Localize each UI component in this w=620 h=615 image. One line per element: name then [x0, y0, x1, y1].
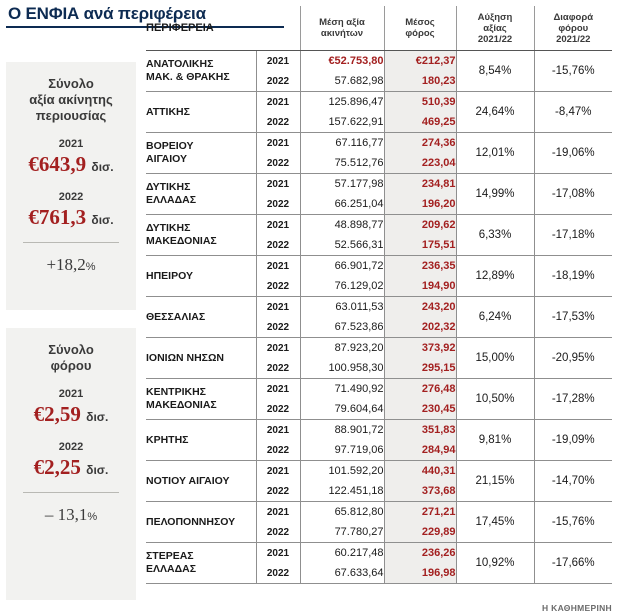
col-header-tax-difference-l3: 2021/22	[556, 33, 591, 45]
mean-tax-cell: 295,15	[384, 358, 456, 379]
region-name-line1: ΚΕΝΤΡΙΚΗΣ	[146, 386, 206, 398]
region-name-line2: ΕΛΛΑΔΑΣ	[146, 563, 197, 575]
mean-value-cell: 100.958,30	[300, 358, 384, 379]
year-cell: 2021	[256, 92, 300, 113]
card-a-value-2022	[6, 205, 136, 230]
year-cell: 2022	[256, 522, 300, 543]
card-b-value-2022-number: €2,25	[33, 455, 81, 479]
tax-difference-cell: -17,08%	[534, 174, 612, 215]
value-increase-cell: 12,01%	[456, 133, 534, 174]
card-b-delta-number: – 13,1	[44, 505, 88, 524]
year-cell: 2021	[256, 256, 300, 277]
card-b-value-2022	[6, 455, 136, 480]
mean-value-cell: 97.719,06	[300, 440, 384, 461]
card-a-heading-line1: Σύνολο	[48, 76, 94, 91]
value-increase-cell: 8,54%	[456, 51, 534, 92]
card-b-year-2021: 2021	[58, 388, 84, 400]
col-header-mean-value-l1: Μέση αξία	[319, 17, 365, 28]
col-header-value-increase-l3: 2021/22	[477, 33, 513, 45]
mean-tax-cell: 196,98	[384, 563, 456, 584]
mean-value-cell: 88.901,72	[300, 420, 384, 441]
mean-value-cell: 57.177,98	[300, 174, 384, 195]
year-cell: 2021	[256, 502, 300, 523]
card-b-heading-line2: φόρου	[50, 358, 92, 373]
card-b-heading-line1: Σύνολο	[48, 342, 94, 357]
mean-value-cell: €52.753,80	[300, 51, 384, 72]
value-increase-cell: 14,99%	[456, 174, 534, 215]
year-cell: 2022	[256, 276, 300, 297]
mean-value-cell: 157.622,91	[300, 112, 384, 133]
mean-tax-cell: 229,89	[384, 522, 456, 543]
col-header-mean-value-l2: ακινήτων	[320, 28, 364, 39]
mean-value-cell: 57.682,98	[300, 71, 384, 92]
tax-difference-cell: -17,18%	[534, 215, 612, 256]
mean-value-cell: 71.490,92	[300, 379, 384, 400]
year-cell: 2021	[256, 297, 300, 318]
value-increase-cell: 10,50%	[456, 379, 534, 420]
year-cell: 2022	[256, 481, 300, 502]
table-header-row	[146, 6, 612, 51]
mean-tax-cell: 284,94	[384, 440, 456, 461]
mean-value-cell: 122.451,18	[300, 481, 384, 502]
mean-tax-cell: 196,20	[384, 194, 456, 215]
year-cell: 2021	[256, 51, 300, 72]
card-a-value-2022-number: €761,3	[28, 205, 87, 229]
mean-value-cell: 87.923,20	[300, 338, 384, 359]
region-name-cell	[146, 51, 256, 92]
mean-value-cell: 63.011,53	[300, 297, 384, 318]
mean-value-cell: 125.896,47	[300, 92, 384, 113]
card-b-value-2022-unit: δισ.	[86, 463, 109, 477]
region-name-cell	[146, 338, 256, 379]
mean-tax-cell: 373,92	[384, 338, 456, 359]
page-title: Ο ΕΝΦΙΑ ανά περιφέρεια	[8, 4, 206, 23]
region-name-line1: ΚΡΗΤΗΣ	[146, 433, 189, 446]
region-name-line2: ΜΑΚΕΔΟΝΙΑΣ	[146, 235, 217, 247]
enfia-table-wrapper	[146, 6, 612, 584]
mean-tax-cell: 276,48	[384, 379, 456, 400]
card-b-divider	[23, 492, 119, 493]
card-a-value-2021	[6, 152, 136, 177]
region-name-line2: ΜΑΚ. & ΘΡΑΚΗΣ	[146, 71, 230, 83]
col-header-tax-difference-l2: φόρου	[558, 22, 589, 34]
mean-tax-cell: 230,45	[384, 399, 456, 420]
col-header-value-increase	[456, 6, 534, 51]
card-a-delta-number: +18,2	[46, 255, 86, 274]
tax-difference-cell: -19,06%	[534, 133, 612, 174]
card-a-delta	[6, 255, 136, 275]
region-name-line1: ΔΥΤΙΚΗΣ	[146, 181, 191, 193]
region-name-cell	[146, 256, 256, 297]
year-cell: 2022	[256, 317, 300, 338]
card-b-heading	[6, 328, 136, 374]
tax-difference-cell: -8,47%	[534, 92, 612, 133]
mean-value-cell: 52.566,31	[300, 235, 384, 256]
mean-tax-cell: 209,62	[384, 215, 456, 236]
region-name-line1: ΔΥΤΙΚΗΣ	[146, 222, 191, 234]
publisher-credit: Η ΚΑΘΗΜΕΡΙΝΗ	[542, 603, 612, 613]
mean-tax-cell: 175,51	[384, 235, 456, 256]
region-name-cell	[146, 297, 256, 338]
value-increase-cell: 9,81%	[456, 420, 534, 461]
region-name-line1: ΗΠΕΙΡΟΥ	[146, 269, 193, 282]
card-a-heading-line2: αξία ακίνητης	[29, 92, 113, 107]
value-increase-cell: 15,00%	[456, 338, 534, 379]
card-a-value-2021-number: €643,9	[28, 152, 87, 176]
region-name-cell	[146, 420, 256, 461]
card-a-delta-percent-sign: %	[85, 261, 96, 273]
value-increase-cell: 6,33%	[456, 215, 534, 256]
tax-difference-cell: -19,09%	[534, 420, 612, 461]
mean-value-cell: 75.512,76	[300, 153, 384, 174]
year-cell: 2022	[256, 235, 300, 256]
year-cell: 2021	[256, 174, 300, 195]
region-name-cell	[146, 133, 256, 174]
mean-tax-cell: 202,32	[384, 317, 456, 338]
table-row	[146, 379, 612, 400]
card-a-divider	[23, 242, 119, 243]
card-b-value-2021	[6, 402, 136, 427]
mean-value-cell: 67.116,77	[300, 133, 384, 154]
mean-value-cell: 65.812,80	[300, 502, 384, 523]
tax-difference-cell: -15,76%	[534, 51, 612, 92]
mean-value-cell: 79.604,64	[300, 399, 384, 420]
year-cell: 2022	[256, 194, 300, 215]
mean-value-cell: 77.780,27	[300, 522, 384, 543]
mean-tax-cell: 236,35	[384, 256, 456, 277]
table-row	[146, 461, 612, 482]
value-increase-cell: 6,24%	[456, 297, 534, 338]
region-name-cell	[146, 461, 256, 502]
col-header-tax-difference-l1: Διαφορά	[553, 11, 594, 23]
table-body	[146, 51, 612, 584]
col-header-region: ΠΕΡΙΦΕΡΕΙΑ	[146, 6, 300, 51]
mean-value-cell: 66.251,04	[300, 194, 384, 215]
region-name-cell	[146, 379, 256, 420]
year-cell: 2022	[256, 563, 300, 584]
year-cell: 2021	[256, 215, 300, 236]
mean-value-cell: 101.592,20	[300, 461, 384, 482]
mean-tax-cell: 510,39	[384, 92, 456, 113]
table-row	[146, 256, 612, 277]
mean-value-cell: 67.523,86	[300, 317, 384, 338]
year-cell: 2022	[256, 71, 300, 92]
year-cell: 2021	[256, 543, 300, 564]
table-row	[146, 543, 612, 564]
col-header-value-increase-l1: Αύξηση	[477, 11, 513, 23]
table-row	[146, 92, 612, 113]
region-name-cell	[146, 174, 256, 215]
mean-value-cell: 76.129,02	[300, 276, 384, 297]
year-cell: 2022	[256, 440, 300, 461]
mean-value-cell: 60.217,48	[300, 543, 384, 564]
mean-tax-cell: 243,20	[384, 297, 456, 318]
table-row	[146, 297, 612, 318]
col-header-mean-value	[300, 6, 384, 51]
table-row	[146, 174, 612, 195]
tax-difference-cell: -20,95%	[534, 338, 612, 379]
card-a-value-2022-unit: δισ.	[91, 213, 114, 227]
tax-difference-cell: -14,70%	[534, 461, 612, 502]
mean-value-cell: 67.633,64	[300, 563, 384, 584]
region-name-cell	[146, 502, 256, 543]
table-row	[146, 502, 612, 523]
enfia-table	[146, 6, 612, 584]
value-increase-cell: 12,89%	[456, 256, 534, 297]
tax-difference-cell: -17,28%	[534, 379, 612, 420]
card-a-heading-line3: περιουσίας	[35, 108, 107, 123]
card-b-delta-percent-sign: %	[87, 511, 98, 523]
mean-tax-cell: 469,25	[384, 112, 456, 133]
mean-tax-cell: 373,68	[384, 481, 456, 502]
mean-tax-cell: 234,81	[384, 174, 456, 195]
value-increase-cell: 17,45%	[456, 502, 534, 543]
year-cell: 2022	[256, 358, 300, 379]
region-name-line2: ΜΑΚΕΔΟΝΙΑΣ	[146, 399, 217, 411]
col-header-mean-tax-l1: Μέσος	[405, 17, 435, 28]
value-increase-cell: 21,15%	[456, 461, 534, 502]
tax-difference-cell: -17,53%	[534, 297, 612, 338]
region-name-line1: ΘΕΣΣΑΛΙΑΣ	[146, 310, 206, 323]
mean-tax-cell: €212,37	[384, 51, 456, 72]
region-name-line1: ΑΤΤΙΚΗΣ	[146, 105, 190, 118]
tax-difference-cell: -15,76%	[534, 502, 612, 543]
region-name-line1: ΠΕΛΟΠΟΝΝΗΣΟΥ	[146, 515, 236, 528]
region-name-line1: ΙΟΝΙΩΝ ΝΗΣΩΝ	[146, 351, 224, 364]
tax-difference-cell: -18,19%	[534, 256, 612, 297]
region-name-cell	[146, 215, 256, 256]
region-name-cell	[146, 543, 256, 584]
mean-value-cell: 48.898,77	[300, 215, 384, 236]
region-name-line1: ΒΟΡΕΙΟΥ	[146, 140, 194, 152]
mean-value-cell: 66.901,72	[300, 256, 384, 277]
table-row	[146, 338, 612, 359]
mean-tax-cell: 440,31	[384, 461, 456, 482]
table-row	[146, 133, 612, 154]
year-cell: 2021	[256, 133, 300, 154]
col-header-mean-tax-l2: φόρος	[405, 28, 435, 39]
card-b-delta	[6, 505, 136, 525]
card-b-year-2022: 2022	[58, 441, 84, 453]
mean-tax-cell: 236,26	[384, 543, 456, 564]
region-name-line1: ΣΤΕΡΕΑΣ	[146, 550, 194, 562]
region-name-line2: ΕΛΛΑΔΑΣ	[146, 194, 197, 206]
card-a-heading	[6, 62, 136, 124]
table-row	[146, 420, 612, 441]
region-name-line1: ΝΟΤΙΟΥ ΑΙΓΑΙΟΥ	[146, 474, 230, 487]
col-header-tax-difference	[534, 6, 612, 51]
summary-card-total-tax	[6, 328, 136, 600]
card-a-value-2021-unit: δισ.	[91, 160, 114, 174]
value-increase-cell: 10,92%	[456, 543, 534, 584]
year-cell: 2021	[256, 379, 300, 400]
mean-tax-cell: 351,83	[384, 420, 456, 441]
table-row	[146, 51, 612, 72]
year-cell: 2022	[256, 112, 300, 133]
year-cell: 2022	[256, 153, 300, 174]
mean-tax-cell: 274,36	[384, 133, 456, 154]
year-cell: 2021	[256, 338, 300, 359]
col-header-value-increase-l2: αξίας	[483, 22, 507, 34]
region-name-line2: ΑΙΓΑΙΟΥ	[146, 153, 188, 165]
card-b-value-2021-number: €2,59	[33, 402, 81, 426]
tax-difference-cell: -17,66%	[534, 543, 612, 584]
col-header-mean-tax	[384, 6, 456, 51]
year-cell: 2021	[256, 420, 300, 441]
year-cell: 2021	[256, 461, 300, 482]
mean-tax-cell: 223,04	[384, 153, 456, 174]
card-a-year-2021: 2021	[58, 138, 84, 150]
region-name-line1: ΑΝΑΤΟΛΙΚΗΣ	[146, 58, 214, 70]
mean-tax-cell: 180,23	[384, 71, 456, 92]
card-a-year-2022: 2022	[58, 191, 84, 203]
mean-tax-cell: 194,90	[384, 276, 456, 297]
summary-card-total-property-value	[6, 62, 136, 310]
value-increase-cell: 24,64%	[456, 92, 534, 133]
mean-tax-cell: 271,21	[384, 502, 456, 523]
table-row	[146, 215, 612, 236]
region-name-cell	[146, 92, 256, 133]
year-cell: 2022	[256, 399, 300, 420]
card-b-value-2021-unit: δισ.	[86, 410, 109, 424]
